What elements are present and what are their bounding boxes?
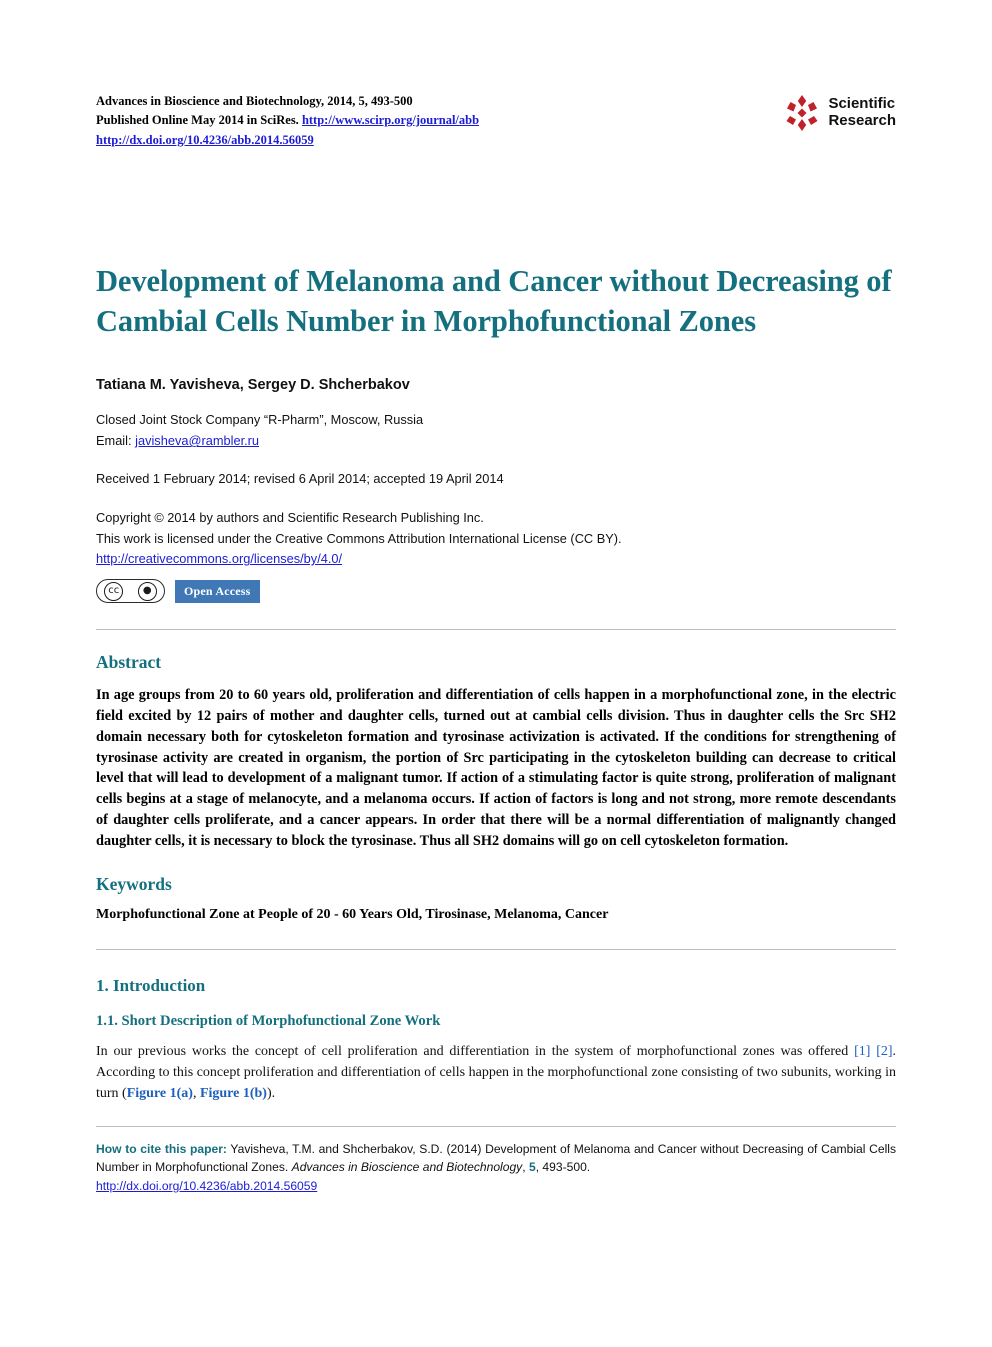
license-url-row [96,549,896,570]
abstract-heading: Abstract [96,652,162,672]
figure-ref-1a[interactable]: Figure 1(a) [126,1085,193,1101]
how-to-cite-doi-row [96,1177,896,1195]
masthead-text [96,92,479,150]
email-row [96,431,896,452]
keywords-text: Morphofunctional Zone at People of 20 - 60 Years Old, Tirosinase, Melanoma, Cancer [96,906,609,922]
intro-paragraph [96,1041,896,1104]
abstract-text: In age groups from 20 to 60 years old, proliferation and differentiation of cells happen in a morphofunctional zone, in the electric field excited by 12 pairs of mother and daughter cells, turned out at cambial cells division. Thus in daughter cells the Src SH2 domain necessary both for cytoskeleton formation and tyrosinase activization is activated. If the conditions for strengthening of tyrosinase activity are created in organism, the portion of Src participating in the cytoskeleton building can decrease to critical level that will lead to development of a malignant tumor. If action of a stimulating factor is quite strong, proliferation of malignant cells begins at a stage of melanocyte, and a melanoma occurs. If action of factors is long and not strong, more remote descendants of daughter cells proliferate, and a cancer appears. In order that there will be a normal differentiation of malignantly changed daughter cells, it is necessary to block the tyrosinase. Thus all SH2 domains will go on cell cytoskeleton formation. [96,687,896,850]
figure-ref-1b[interactable]: Figure 1(b) [199,1085,267,1101]
email-link[interactable]: javisheva@rambler.ru [135,433,260,449]
article-dates: Received 1 February 2014; revised 6 April 2014; accepted 19 April 2014 [96,470,504,486]
citation-ref-2[interactable]: [2] [876,1043,893,1059]
affiliation-block [96,410,896,451]
publisher-name-line1: Scientific [828,95,896,113]
open-access-badge: Open Access [175,580,260,603]
doi-line [96,131,479,150]
figref-separator: , [192,1085,200,1101]
how-to-cite-doi-link[interactable]: http://dx.doi.org/10.4236/abb.2014.56059 [96,1178,318,1193]
journal-citation-line: Advances in Bioscience and Biotechnology, 2014, 5, 493-500 [96,94,413,108]
how-to-cite-sep: , [522,1160,529,1175]
subsection-heading-short-description: 1.1. Short Description of Morphofunctional Zone Work [96,1012,441,1029]
how-to-cite-block [96,1140,896,1195]
intro-part-1: In our previous works the concept of cell proliferation and differentiation in the system of morphofunctional zones was offered [96,1043,855,1059]
copyright-line-2: This work is licensed under the Creative Commons Attribution International License (CC BY). [96,530,622,546]
license-link[interactable]: http://creativecommons.org/licenses/by/4.0/ [96,551,343,567]
citation-ref-1[interactable]: [1] [854,1043,871,1059]
publisher-name [828,96,896,130]
page-title: Development of Melanoma and Cancer without Decreasing of Cambial Cells Number in Morphofunctional Zones [96,264,892,338]
cc-logo-circle: cc [104,582,123,601]
intro-part-2: . According to this concept proliferation and differentiation of cells happen in the morphofunctional zone consisting of two subunits, working in turn ( [96,1043,897,1101]
keywords-heading: Keywords [96,873,172,894]
divider-top [96,629,896,630]
how-to-cite-label: How to cite this paper: [96,1141,227,1156]
intro-part-3: ). [266,1085,276,1101]
publisher-name-line2: Research [828,112,896,129]
copyright-block [96,508,896,570]
license-badges-row [96,579,896,603]
masthead [96,92,896,150]
email-label: Email: [96,433,136,449]
divider-mid [96,949,896,950]
cc-by-person-circle: ● [138,582,157,601]
how-to-cite-volume: 5 [528,1160,536,1175]
creative-commons-icon [96,579,165,603]
published-online-line [96,111,479,130]
how-to-cite-journal: Advances in Bioscience and Biotechnology [291,1160,523,1175]
publisher-logo [783,94,896,132]
published-prefix: Published Online May 2014 in SciRes. [96,113,302,128]
author-list: Tatiana M. Yavisheva, Sergey D. Shcherbakov [96,377,410,394]
how-to-cite-text-1: Yavisheva, T.M. and Shcherbakov, S.D. (2014) Development of Melanoma and Cancer without Decreasing of Cambial Cells Number in Morphofunctional Zones. [96,1141,897,1175]
how-to-cite-text-3: , 493-500. [535,1160,591,1175]
doi-link[interactable]: http://dx.doi.org/10.4236/abb.2014.56059 [96,132,314,147]
divider-bottom [96,1126,896,1127]
scientific-research-logo-icon [783,94,821,132]
affiliation-text: Closed Joint Stock Company “R-Pharm”, Moscow, Russia [96,412,424,428]
journal-url-link[interactable]: http://www.scirp.org/journal/abb [301,113,480,128]
section-heading-introduction: 1. Introduction [96,975,206,995]
copyright-line-1: Copyright © 2014 by authors and Scientific Research Publishing Inc. [96,509,484,525]
